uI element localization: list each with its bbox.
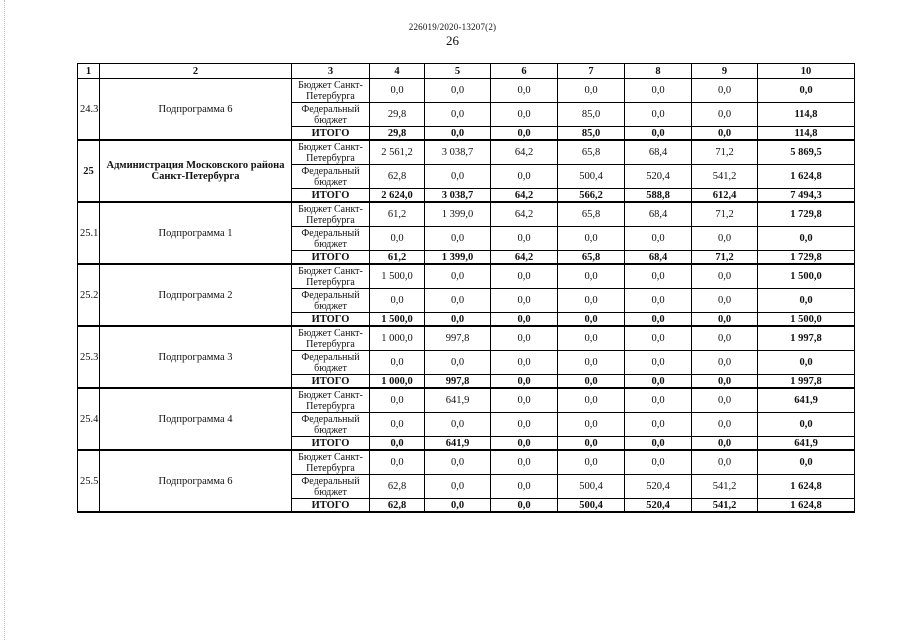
table-row <box>78 79 855 103</box>
sum-cell: 1 500,0 <box>758 313 855 327</box>
value-cell: 62,8 <box>370 475 425 499</box>
value-cell: 0,0 <box>425 450 491 475</box>
value-cell: 541,2 <box>692 499 758 513</box>
sum-cell: 641,9 <box>758 388 855 413</box>
value-cell: 0,0 <box>491 79 558 103</box>
total-label: ИТОГО <box>292 251 370 265</box>
row-index: 25.2 <box>78 264 100 326</box>
value-cell: 0,0 <box>692 375 758 389</box>
value-cell: 0,0 <box>491 388 558 413</box>
funding-source: Бюджет Санкт-Петербурга <box>292 450 370 475</box>
value-cell: 61,2 <box>370 202 425 227</box>
value-cell: 1 000,0 <box>370 326 425 351</box>
value-cell: 0,0 <box>425 103 491 127</box>
program-name: Подпрограмма 2 <box>100 264 292 326</box>
program-name: Подпрограмма 4 <box>100 388 292 450</box>
funding-source: Бюджет Санкт-Петербурга <box>292 388 370 413</box>
sum-cell: 1 997,8 <box>758 375 855 389</box>
value-cell: 0,0 <box>625 413 692 437</box>
program-name: Подпрограмма 1 <box>100 202 292 264</box>
value-cell: 0,0 <box>625 450 692 475</box>
value-cell: 68,4 <box>625 202 692 227</box>
column-header: 5 <box>425 64 491 79</box>
funding-source: Бюджет Санкт-Петербурга <box>292 326 370 351</box>
sum-cell: 1 500,0 <box>758 264 855 289</box>
value-cell: 65,8 <box>558 202 625 227</box>
value-cell: 0,0 <box>425 413 491 437</box>
value-cell: 64,2 <box>491 251 558 265</box>
sum-cell: 641,9 <box>758 437 855 451</box>
value-cell: 0,0 <box>692 79 758 103</box>
column-header: 8 <box>625 64 692 79</box>
column-header: 9 <box>692 64 758 79</box>
column-header: 4 <box>370 64 425 79</box>
value-cell: 0,0 <box>692 313 758 327</box>
value-cell: 0,0 <box>558 437 625 451</box>
value-cell: 0,0 <box>692 388 758 413</box>
total-label: ИТОГО <box>292 189 370 203</box>
value-cell: 0,0 <box>692 326 758 351</box>
total-label: ИТОГО <box>292 437 370 451</box>
funding-source: Федеральный бюджет <box>292 227 370 251</box>
value-cell: 500,4 <box>558 165 625 189</box>
funding-source: Федеральный бюджет <box>292 165 370 189</box>
column-header: 7 <box>558 64 625 79</box>
row-index: 25.3 <box>78 326 100 388</box>
value-cell: 0,0 <box>625 127 692 141</box>
value-cell: 541,2 <box>692 475 758 499</box>
value-cell: 68,4 <box>625 251 692 265</box>
value-cell: 0,0 <box>425 165 491 189</box>
value-cell: 65,8 <box>558 140 625 165</box>
value-cell: 0,0 <box>558 264 625 289</box>
sum-cell: 7 494,3 <box>758 189 855 203</box>
sum-cell: 0,0 <box>758 413 855 437</box>
value-cell: 0,0 <box>425 351 491 375</box>
value-cell: 62,8 <box>370 165 425 189</box>
value-cell: 1 500,0 <box>370 264 425 289</box>
sum-cell: 1 624,8 <box>758 475 855 499</box>
value-cell: 641,9 <box>425 437 491 451</box>
column-header: 2 <box>100 64 292 79</box>
value-cell: 71,2 <box>692 140 758 165</box>
budget-table <box>77 63 855 513</box>
funding-source: Бюджет Санкт-Петербурга <box>292 79 370 103</box>
value-cell: 0,0 <box>491 227 558 251</box>
value-cell: 0,0 <box>491 103 558 127</box>
value-cell: 0,0 <box>625 351 692 375</box>
sum-cell: 1 729,8 <box>758 251 855 265</box>
total-label: ИТОГО <box>292 127 370 141</box>
funding-source: Бюджет Санкт-Петербурга <box>292 140 370 165</box>
value-cell: 500,4 <box>558 499 625 513</box>
value-cell: 71,2 <box>692 251 758 265</box>
value-cell: 0,0 <box>491 475 558 499</box>
value-cell: 2 624,0 <box>370 189 425 203</box>
value-cell: 0,0 <box>425 79 491 103</box>
value-cell: 997,8 <box>425 375 491 389</box>
value-cell: 0,0 <box>370 351 425 375</box>
value-cell: 0,0 <box>625 326 692 351</box>
total-label: ИТОГО <box>292 375 370 389</box>
value-cell: 588,8 <box>625 189 692 203</box>
value-cell: 29,8 <box>370 127 425 141</box>
value-cell: 0,0 <box>692 450 758 475</box>
sum-cell: 0,0 <box>758 227 855 251</box>
value-cell: 2 561,2 <box>370 140 425 165</box>
value-cell: 29,8 <box>370 103 425 127</box>
column-header: 1 <box>78 64 100 79</box>
value-cell: 0,0 <box>425 227 491 251</box>
column-number-row <box>78 64 855 79</box>
funding-source: Федеральный бюджет <box>292 475 370 499</box>
value-cell: 0,0 <box>558 413 625 437</box>
sum-cell: 0,0 <box>758 351 855 375</box>
total-label: ИТОГО <box>292 499 370 513</box>
value-cell: 0,0 <box>425 127 491 141</box>
program-name: Подпрограмма 6 <box>100 450 292 512</box>
value-cell: 0,0 <box>692 413 758 437</box>
value-cell: 0,0 <box>625 313 692 327</box>
value-cell: 68,4 <box>625 140 692 165</box>
sum-cell: 0,0 <box>758 289 855 313</box>
sum-cell: 1 729,8 <box>758 202 855 227</box>
program-name: Администрация Московского района Санкт-Петербурга <box>100 140 292 202</box>
value-cell: 0,0 <box>491 165 558 189</box>
value-cell: 0,0 <box>425 499 491 513</box>
table-row <box>78 264 855 289</box>
value-cell: 520,4 <box>625 165 692 189</box>
value-cell: 0,0 <box>558 450 625 475</box>
value-cell: 64,2 <box>491 140 558 165</box>
value-cell: 64,2 <box>491 189 558 203</box>
value-cell: 641,9 <box>425 388 491 413</box>
value-cell: 62,8 <box>370 499 425 513</box>
value-cell: 520,4 <box>625 475 692 499</box>
value-cell: 0,0 <box>370 227 425 251</box>
value-cell: 85,0 <box>558 127 625 141</box>
value-cell: 0,0 <box>491 413 558 437</box>
value-cell: 0,0 <box>370 388 425 413</box>
value-cell: 0,0 <box>692 227 758 251</box>
value-cell: 1 000,0 <box>370 375 425 389</box>
value-cell: 997,8 <box>425 326 491 351</box>
value-cell: 0,0 <box>370 437 425 451</box>
value-cell: 0,0 <box>625 388 692 413</box>
value-cell: 0,0 <box>692 264 758 289</box>
value-cell: 566,2 <box>558 189 625 203</box>
value-cell: 0,0 <box>558 326 625 351</box>
value-cell: 0,0 <box>491 127 558 141</box>
value-cell: 0,0 <box>491 375 558 389</box>
funding-source: Федеральный бюджет <box>292 103 370 127</box>
value-cell: 0,0 <box>625 289 692 313</box>
value-cell: 0,0 <box>425 289 491 313</box>
sum-cell: 1 997,8 <box>758 326 855 351</box>
value-cell: 0,0 <box>692 289 758 313</box>
value-cell: 0,0 <box>558 351 625 375</box>
value-cell: 0,0 <box>558 79 625 103</box>
value-cell: 0,0 <box>558 289 625 313</box>
value-cell: 1 399,0 <box>425 202 491 227</box>
page-number: 26 <box>446 33 459 48</box>
funding-source: Бюджет Санкт-Петербурга <box>292 264 370 289</box>
funding-source: Федеральный бюджет <box>292 413 370 437</box>
value-cell: 0,0 <box>491 289 558 313</box>
sum-cell: 1 624,8 <box>758 165 855 189</box>
value-cell: 500,4 <box>558 475 625 499</box>
value-cell: 0,0 <box>425 264 491 289</box>
value-cell: 3 038,7 <box>425 189 491 203</box>
program-name: Подпрограмма 3 <box>100 326 292 388</box>
value-cell: 0,0 <box>558 375 625 389</box>
value-cell: 0,0 <box>625 227 692 251</box>
funding-source: Федеральный бюджет <box>292 351 370 375</box>
left-margin-mark <box>4 0 6 640</box>
table-row <box>78 450 855 475</box>
row-index: 25.5 <box>78 450 100 512</box>
value-cell: 0,0 <box>491 437 558 451</box>
value-cell: 0,0 <box>692 437 758 451</box>
value-cell: 0,0 <box>370 450 425 475</box>
value-cell: 0,0 <box>558 227 625 251</box>
value-cell: 85,0 <box>558 103 625 127</box>
value-cell: 71,2 <box>692 202 758 227</box>
value-cell: 1 500,0 <box>370 313 425 327</box>
funding-source: Федеральный бюджет <box>292 289 370 313</box>
table-row <box>78 326 855 351</box>
table-body <box>78 79 855 513</box>
row-index: 24.3 <box>78 79 100 141</box>
value-cell: 612,4 <box>692 189 758 203</box>
sum-cell: 1 624,8 <box>758 499 855 513</box>
sum-cell: 0,0 <box>758 450 855 475</box>
row-index: 25 <box>78 140 100 202</box>
funding-source: Бюджет Санкт-Петербурга <box>292 202 370 227</box>
value-cell: 0,0 <box>625 375 692 389</box>
value-cell: 64,2 <box>491 202 558 227</box>
value-cell: 65,8 <box>558 251 625 265</box>
value-cell: 0,0 <box>625 437 692 451</box>
value-cell: 0,0 <box>692 127 758 141</box>
value-cell: 541,2 <box>692 165 758 189</box>
value-cell: 0,0 <box>491 450 558 475</box>
value-cell: 0,0 <box>491 351 558 375</box>
value-cell: 0,0 <box>491 326 558 351</box>
value-cell: 0,0 <box>425 313 491 327</box>
value-cell: 0,0 <box>625 264 692 289</box>
value-cell: 1 399,0 <box>425 251 491 265</box>
document-number: 226019/2020-13207(2) <box>408 22 497 32</box>
value-cell: 0,0 <box>558 388 625 413</box>
value-cell: 0,0 <box>370 413 425 437</box>
column-header: 6 <box>491 64 558 79</box>
sum-cell: 5 869,5 <box>758 140 855 165</box>
value-cell: 0,0 <box>370 79 425 103</box>
value-cell: 61,2 <box>370 251 425 265</box>
row-index: 25.1 <box>78 202 100 264</box>
value-cell: 0,0 <box>692 351 758 375</box>
value-cell: 0,0 <box>625 103 692 127</box>
table-row <box>78 140 855 165</box>
program-name: Подпрограмма 6 <box>100 79 292 141</box>
value-cell: 0,0 <box>370 289 425 313</box>
value-cell: 0,0 <box>491 313 558 327</box>
total-label: ИТОГО <box>292 313 370 327</box>
value-cell: 0,0 <box>558 313 625 327</box>
value-cell: 0,0 <box>491 499 558 513</box>
value-cell: 0,0 <box>692 103 758 127</box>
value-cell: 3 038,7 <box>425 140 491 165</box>
column-header: 10 <box>758 64 855 79</box>
value-cell: 0,0 <box>425 475 491 499</box>
value-cell: 0,0 <box>491 264 558 289</box>
row-index: 25.4 <box>78 388 100 450</box>
table-row <box>78 202 855 227</box>
sum-cell: 114,8 <box>758 103 855 127</box>
value-cell: 0,0 <box>625 79 692 103</box>
table-row <box>78 388 855 413</box>
sum-cell: 114,8 <box>758 127 855 141</box>
sum-cell: 0,0 <box>758 79 855 103</box>
value-cell: 520,4 <box>625 499 692 513</box>
column-header: 3 <box>292 64 370 79</box>
